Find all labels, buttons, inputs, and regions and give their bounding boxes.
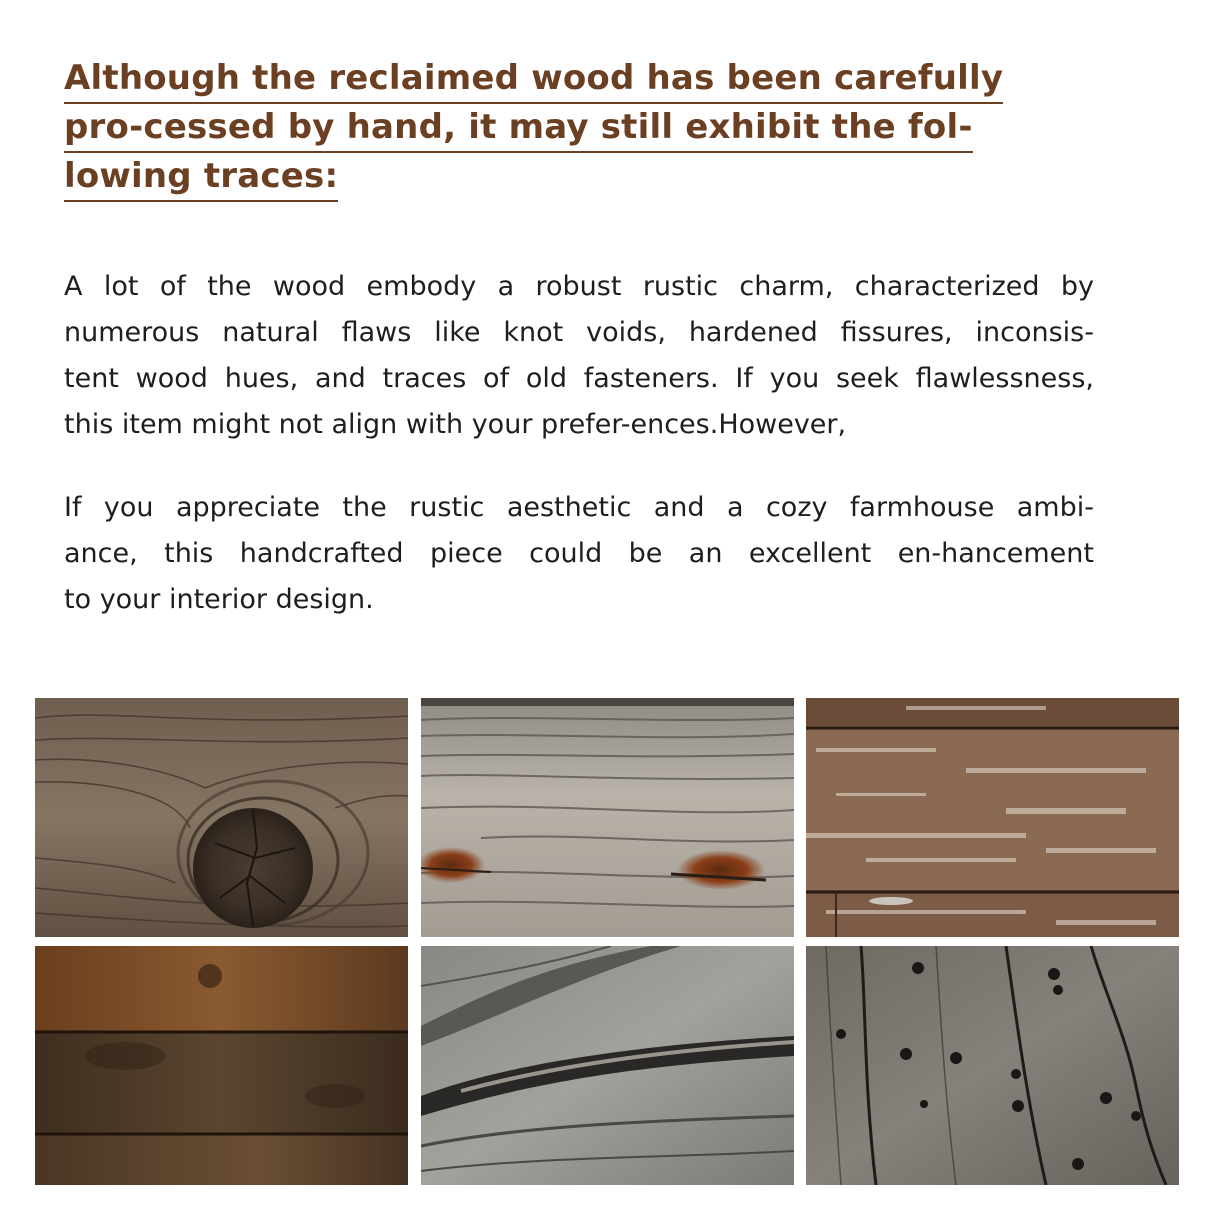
wood-photo-grid [35,698,1179,1185]
paragraph-line: tent wood hues, and traces of old fasteners. If you seek flawlessness, [64,363,1094,394]
paragraph-line: If you appreciate the rustic aesthetic and a cozy farmhouse ambi- [64,492,1094,523]
photo-hardened-fissures [421,946,794,1185]
paragraph-flaws [64,264,1094,448]
paragraph-line: this item might not align with your prefer-ences.However, [64,409,847,440]
heading-line-1: Although the reclaimed wood has been carefully [64,58,1003,104]
paragraph-line: numerous natural flaws like knot voids, hardened fissures, inconsis- [64,317,1094,348]
photo-rusty-nail-holes [421,698,794,937]
photo-weathered-paint-planks [806,698,1179,937]
paragraph-line: A lot of the wood embody a robust rustic charm, characterized by [64,271,1094,302]
heading-line-2: pro-cessed by hand, it may still exhibit the fol- [64,107,973,153]
photo-knot-void [35,698,408,937]
paragraph-appeal [64,485,1094,623]
photo-wormholes-cracks [806,946,1179,1185]
heading-line-3: lowing traces: [64,156,338,202]
paragraph-line: to your interior design. [64,584,374,615]
heading [64,58,1024,205]
photo-inconsistent-hues-planks [35,946,408,1185]
paragraph-line: ance, this handcrafted piece could be an excellent en-hancement [64,538,1094,569]
